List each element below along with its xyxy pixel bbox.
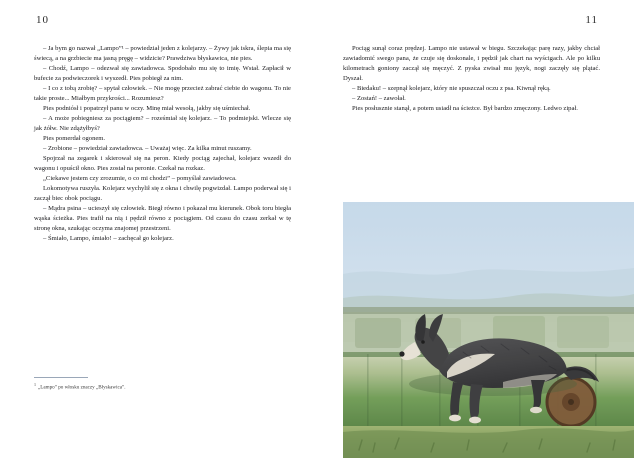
paragraph: – Śmiało, Lampo, śmiało! – zachęcał go kolejarz. (43, 235, 174, 243)
footnote-area (34, 377, 291, 392)
paper-grain (343, 202, 634, 458)
right-page-body (343, 44, 600, 114)
footnote-text: „Lampo” po włosku znaczy „Błyskawica”. (38, 384, 126, 391)
paragraph: Spojrzał na zegarek i skierował się na peron. Kiedy pociąg zajechał, kolejarz wszedł do wagonu i opuścił okno. Pies został na peronie. Czekał na rozkaz. (34, 155, 291, 173)
paragraph: „Ciekawe jestem czy zrozumie, o co mi chodzi” – pomyślał zawiadowca. (43, 175, 237, 183)
paragraph: – Ja bym go nazwał „Lampo”¹ – powiedział jeden z kolejarzy. – Żywy jak iskra, ślepia ma się świecą, a na grzbiecie ma jasną pręgę – widzicie? Prawdziwa błyskawica, nie pies. (34, 45, 291, 63)
left-page (0, 0, 317, 458)
footnote (34, 382, 291, 392)
paragraph: – Chodź, Lampo – odezwał się zawiadowca. Spodobało mu się to imię. Wstał. Zapłacił w bufecie za podwieczorek i wyszedł. Pies pobiegł za nim. (34, 65, 291, 83)
paragraph: – I co z tobą zrobię? – spytał człowiek. – Nie mogę przecież zabrać ciebie do wagonu. To nie takie proste... Miałbym przykrości... Rozumiesz? (34, 85, 291, 103)
page-number-left: 10 (36, 14, 49, 26)
illustration (343, 202, 634, 458)
footnote-marker: 1 (34, 382, 36, 388)
footnote-rule (34, 377, 88, 378)
illustration-svg (343, 202, 634, 458)
page-number-right: 11 (585, 14, 598, 26)
paragraph: Pies pomerdał ogonem. (43, 135, 106, 143)
paragraph: – Biedaku! – szepnął kolejarz, który nie spuszczał oczu z psa. Kiwnął ręką. (352, 85, 551, 93)
paragraph: Pociąg sunął coraz prędzej. Lampo nie ustawał w biegu. Szczekając parę razy, jakby chciał zawiadomić swego pana, że czuje się doskonale, i pędził jak chart na wyścigach. Ale po kilku kilometrach goniony zaczął się męczyć. Z pyska zwisał mu język, nogi zaczęły się plątać. Dyszał. (343, 45, 600, 83)
paragraph: – Zostań! – zawołał. (352, 95, 406, 103)
paragraph: Pies posłusznie stanął, a potem usiadł na ścieżce. Był bardzo zmęczony. Ledwo zipał. (352, 105, 578, 113)
paragraph: – Mądra psina – ucieszył się człowiek. Biegł równo i pokazał mu kierunek. Obok toru biegła wąska ścieżka. Pies trafił na nią i pędził równo z pociągiem. Od czasu do czasu zerkał w tę stronę okna, szukając oczyma znajomej przestrzeni. (34, 205, 291, 233)
right-page (317, 0, 634, 458)
paragraph: – A może pobiegniesz za pociągiem? – roześmiał się kolejarz. – To podmiejski. Wlecze się jak żółw. Nie zdążyłbyś? (34, 115, 291, 133)
paragraph: – Zrobione – powiedział zawiadowca. – Uważaj więc. Za kilka minut ruszamy. (43, 145, 252, 153)
left-page-body (34, 44, 291, 244)
paragraph: Lokomotywa ruszyła. Kolejarz wychylił się z okna i chwilę pogwizdał. Lampo poderwał się i zaczął biec obok pociągu. (34, 185, 291, 203)
paragraph: Pies podniósł i popatrzył panu w oczy. Minę miał wesołą, jakby się uśmiechał. (43, 105, 251, 113)
